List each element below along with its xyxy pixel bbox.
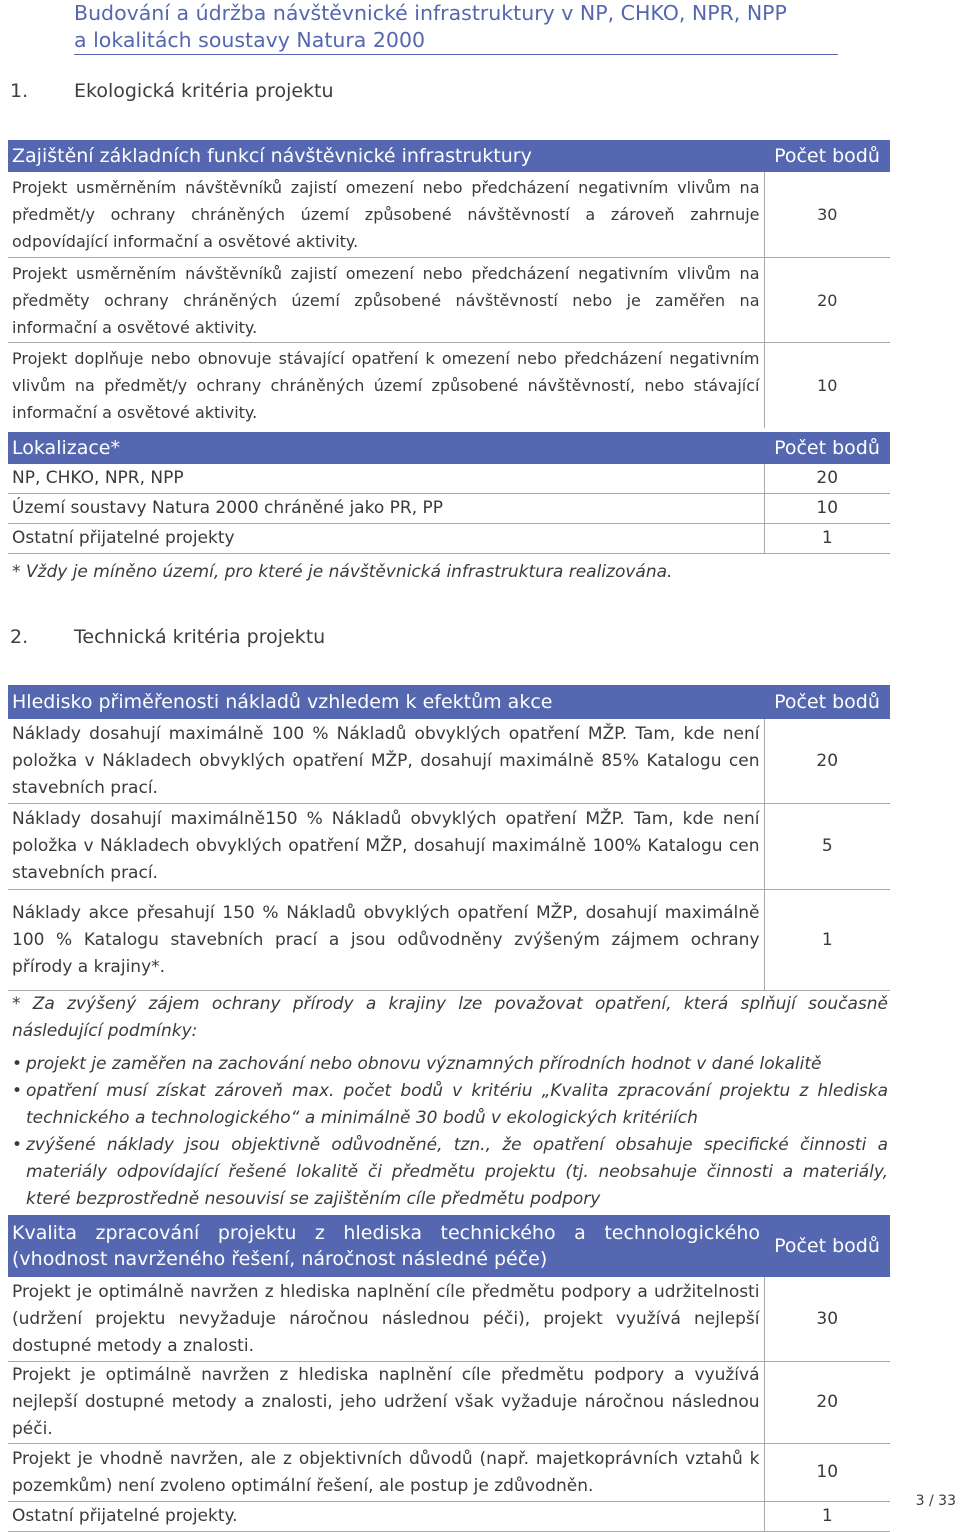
quality-row-3-text: Projekt je vhodně navržen, ale z objektivních důvodů (např. majetkoprávních vztahů k pozemkům) není zvoleno optimální řešení, ale postup je zdůvodněn. [8, 1444, 764, 1502]
functions-row-2-text: Projekt usměrněním návštěvníků zajistí omezení nebo předcházení negativním vlivům na předměty ochrany chráněných území způsobené návštěvností nebo je zaměřen na informační a osvětové aktivity. [8, 258, 764, 343]
costs-table-header: Hledisko přiměřenosti nákladů vzhledem k efektům akce [8, 685, 764, 719]
quality-row-2-points: 20 [764, 1362, 890, 1444]
costs-note-bullet-2: • opatření musí získat zároveň max. počet bodů v kritériu „Kvalita zpracování projektu z hlediska technického a technologického“ a minimálně 30 bodů v ekologických kritériích [26, 1078, 888, 1132]
quality-row-1-points: 30 [764, 1277, 890, 1362]
quality-table-header: Kvalita zpracování projektu z hlediska technického a technologického (vhodnost navrženého řešení, náročnost následné péče) [8, 1215, 764, 1277]
document-title [74, 0, 838, 55]
functions-table-header: Zajištění základních funkcí návštěvnické infrastruktury [8, 140, 764, 172]
localization-row-3-text: Ostatní přijatelné projekty [8, 524, 764, 554]
localization-table [8, 432, 890, 554]
costs-note-bullet-3: • zvýšené náklady jsou objektivně odůvodněné, tzn., že opatření obsahuje specifické činnosti a materiály odpovídající řešené lokalitě či předmětu projektu (tj. neobsahuje činnosti a materiály, které bezprostředně nesouvisí se zajištěním cíle předmětu podpory [26, 1132, 888, 1213]
section-1-number: 1. [10, 80, 29, 102]
section-2-number: 2. [10, 626, 29, 648]
localization-table-header: Lokalizace* [8, 432, 764, 464]
costs-row-1-points: 20 [764, 719, 890, 804]
localization-row-3-points: 1 [764, 524, 890, 554]
functions-table-points-header: Počet bodů [764, 140, 890, 172]
quality-row-2-text: Projekt je optimálně navržen z hlediska naplnění cíle předmětu podpory a využívá nejlepší dostupné metody a znalosti, jeho udržení však vyžaduje náročnou následnou péči. [8, 1362, 764, 1444]
quality-row-3-points: 10 [764, 1444, 890, 1502]
localization-row-2-points: 10 [764, 494, 890, 524]
quality-row-4-points: 1 [764, 1502, 890, 1532]
costs-row-2-text: Náklady dosahují maximálně150 % Nákladů obvyklých opatření MŽP. Tam, kde není položka v Nákladech obvyklých opatření MŽP, dosahují maximálně 100% Katalogu cen stavebních prací. [8, 804, 764, 890]
functions-row-1-points: 30 [764, 172, 890, 258]
quality-row-1-text: Projekt je optimálně navržen z hlediska naplnění cíle předmětu podpory a udržitelnosti (udržení projektu nevyžaduje náročnou následnou péči), projekt využívá nejlepší dostupné metody a znalosti. [8, 1277, 764, 1362]
quality-row-4-text: Ostatní přijatelné projekty. [8, 1502, 764, 1532]
page-number: 3 / 33 [915, 1493, 956, 1509]
costs-note-intro: * Za zvýšený zájem ochrany přírody a krajiny lze považovat opatření, která splňují současně následující podmínky: [12, 994, 888, 1041]
localization-table-points-header: Počet bodů [764, 432, 890, 464]
costs-table-points-header: Počet bodů [764, 685, 890, 719]
costs-row-1-text: Náklady dosahují maximálně 100 % Nákladů obvyklých opatření MŽP. Tam, kde není položka v Nákladech obvyklých opatření MŽP, dosahují maximálně 85% Katalogu cen stavebních prací. [8, 719, 764, 804]
section-1-title: Ekologická kritéria projektu [74, 80, 334, 102]
functions-row-3-points: 10 [764, 343, 890, 429]
functions-row-3-text: Projekt doplňuje nebo obnovuje stávající opatření k omezení nebo předcházení negativním vlivům na předmět/y ochrany chráněných území způsobené návštěvností, nebo stávající informační a osvětové aktivity. [12, 349, 760, 422]
costs-note-bullets [12, 1051, 888, 1213]
costs-note [12, 991, 888, 1213]
localization-row-1-text: NP, CHKO, NPR, NPP [8, 464, 764, 494]
section-2-heading [10, 626, 610, 654]
costs-row-3-points: 1 [764, 890, 890, 991]
quality-table [8, 1215, 890, 1532]
document-title-line1: Budování a údržba návštěvnické infrastruktury v NP, CHKO, NPR, NPP [74, 1, 787, 25]
localization-note: * Vždy je míněno území, pro které je návštěvnická infrastruktura realizována. [12, 562, 673, 582]
costs-row-3-text: Náklady akce přesahují 150 % Nákladů obvyklých opatření MŽP, dosahují maximálně 100 % Katalogu stavebních prací a jsou odůvodněny zvýšeným zájmem ochrany přírody a krajiny*. [8, 890, 764, 991]
costs-table [8, 685, 890, 991]
costs-row-2-points: 5 [764, 804, 890, 890]
localization-row-1-points: 20 [764, 464, 890, 494]
localization-row-2-text: Území soustavy Natura 2000 chráněné jako PR, PP [8, 494, 764, 524]
costs-note-bullet-1: • projekt je zaměřen na zachování nebo obnovu významných přírodních hodnot v dané lokalitě [26, 1051, 888, 1078]
section-2-title: Technická kritéria projektu [74, 626, 326, 648]
functions-table [8, 140, 890, 428]
functions-row-2-points: 20 [764, 258, 890, 343]
document-title-line2: a lokalitách soustavy Natura 2000 [74, 28, 426, 52]
quality-table-points-header: Počet bodů [764, 1215, 890, 1277]
section-1-heading [10, 80, 610, 108]
functions-row-1-text: Projekt usměrněním návštěvníků zajistí omezení nebo předcházení negativním vlivům na předmět/y ochrany chráněných území způsobené návštěvností a zároveň zahrnuje odpovídající informační a osvětové aktivity. [8, 172, 764, 258]
